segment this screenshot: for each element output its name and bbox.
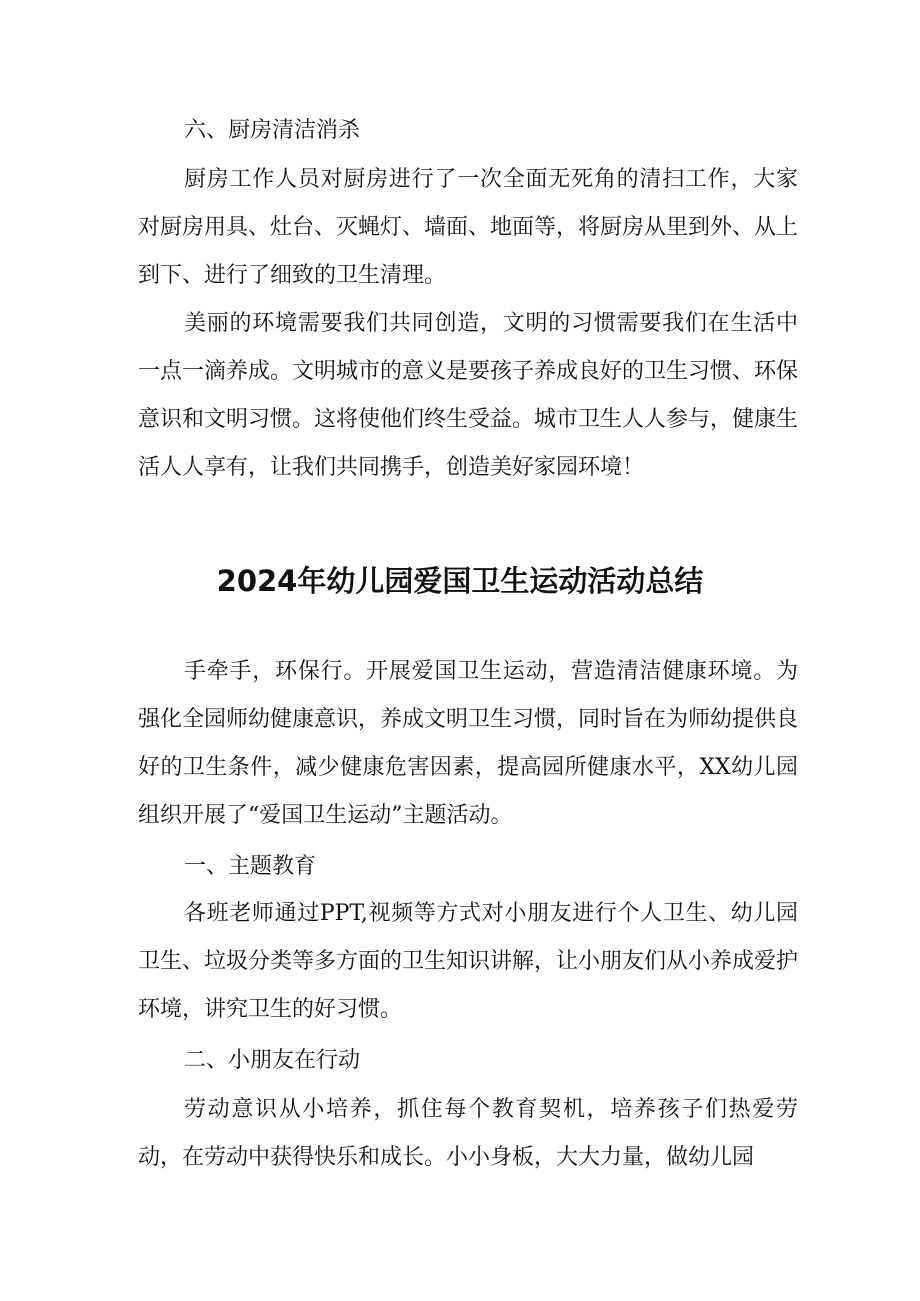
section-heading-kitchen-cleaning: 六、厨房清洁消杀 [184,118,361,143]
section-heading-kids-in-action: 二、小朋友在行动 [184,1048,361,1073]
paragraph-intro: 手牵手，环保行。开展爱国卫生运动，营造清洁健康环境。为强化全园师幼健康意识，养成文明卫生习惯，同时旨在为师幼提供良好的卫生条件，减少健康危害因素，提高园所健康水平，XX幼儿园组织开展了“爱国卫生运动”主题活动。 [138,659,799,828]
paragraph-kitchen-cleaning: 厨房工作人员对厨房进行了一次全面无死角的清扫工作，大家对厨房用具、灶台、灭蝇灯、墙面、地面等，将厨房从里到外、从上到下、进行了细致的卫生清理。 [138,167,799,288]
paragraph-kids-in-action: 劳动意识从小培养，抓住每个教育契机，培养孩子们热爱劳动，在劳动中获得快乐和成长。小小身板，大大力量，做幼儿园 [138,1097,798,1170]
paragraph-closing: 美丽的环境需要我们共同创造，文明的习惯需要我们在生活中一点一滴养成。文明城市的意义是要孩子养成良好的卫生习惯、环保意识和文明习惯。这将使他们终生受益。城市卫生人人参与，健康生活人人享有，让我们共同携手，创造美好家园环境！ [138,311,799,480]
document-title: 2024年幼儿园爱国卫生运动活动总结 [216,564,704,598]
section-heading-theme-education: 一、主题教育 [184,854,317,879]
paragraph-theme-education: 各班老师通过PPT,视频等方式对小朋友进行个人卫生、幼儿园卫生、垃圾分类等多方面的卫生知识讲解，让小朋友们从小养成爱护环境，讲究卫生的好习惯。 [138,901,799,1022]
